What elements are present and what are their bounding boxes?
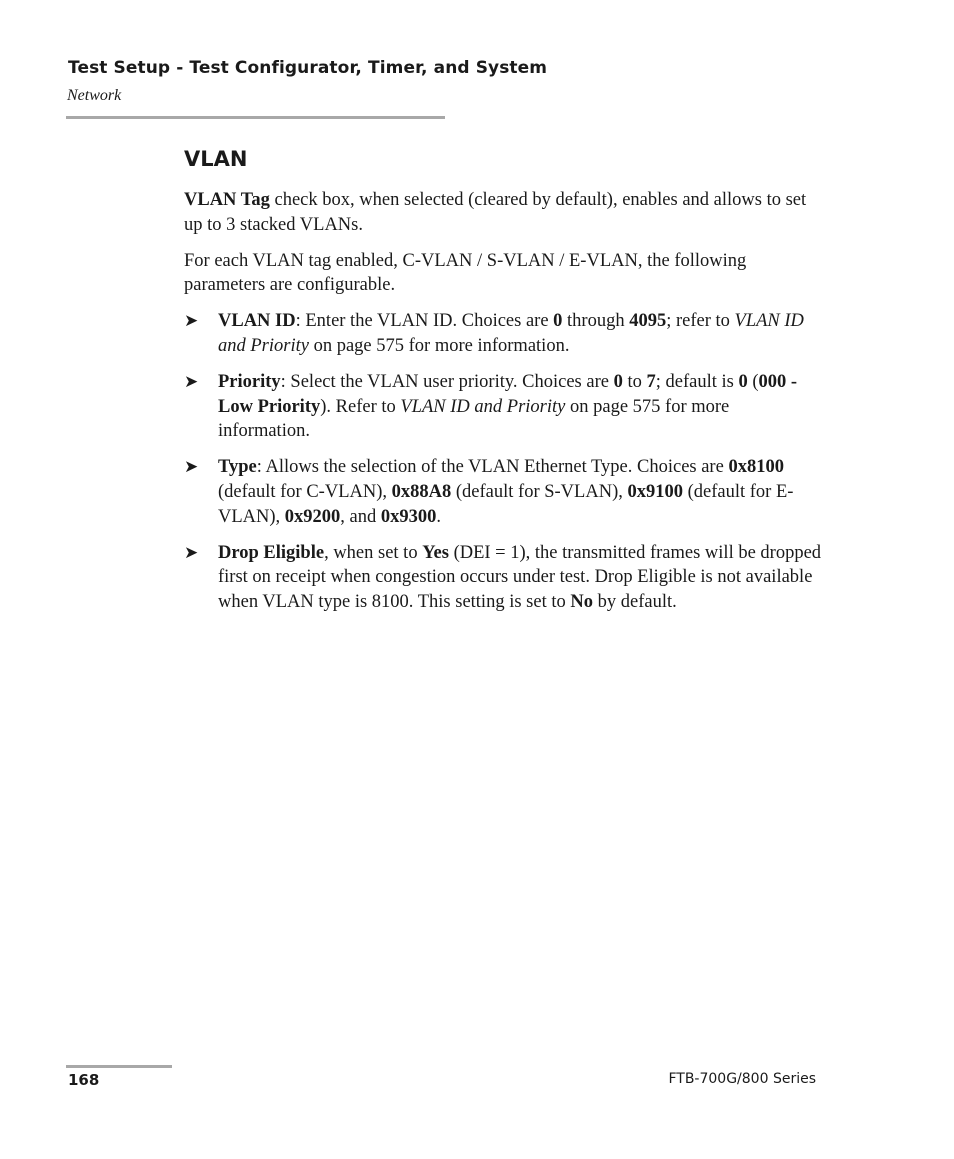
paragraph-configurable: For each VLAN tag enabled, C-VLAN / S-VLAN / E-VLAN, the following parameters are configurable. xyxy=(184,250,747,296)
section-body xyxy=(184,188,824,626)
section-title: VLAN xyxy=(184,147,248,171)
footer-divider xyxy=(66,1065,172,1068)
bullet-arrow-icon: ➤ xyxy=(184,542,199,563)
running-header-subtitle: Network xyxy=(67,87,122,104)
paragraph-vlan-tag: VLAN Tag check box, when selected (cleared by default), enables and allows to set up to 3 stacked VLANs. xyxy=(184,190,807,235)
running-header-title: Test Setup - Test Configurator, Timer, and System xyxy=(68,58,548,78)
bullet-arrow-icon: ➤ xyxy=(184,457,199,478)
list-item-type: ➤ Type: Allows the selection of the VLAN Ethernet Type. Choices are 0x8100 (default for C-VLAN), 0x88A8 (default for S-VLAN), 0x9100 (default for E-VLAN), 0x9200, and 0x9300. xyxy=(184,457,794,527)
term-drop-eligible: Drop Eligible xyxy=(218,542,325,563)
term-type: Type xyxy=(218,457,257,478)
list-item-vlan-id: ➤ VLAN ID: Enter the VLAN ID. Choices are 0 through 4095; refer to VLAN ID and Priority on page 575 for more information. xyxy=(184,311,804,356)
cross-reference: VLAN ID and Priority xyxy=(218,311,804,356)
header-divider xyxy=(66,116,445,119)
cross-reference: VLAN ID and Priority xyxy=(400,396,566,417)
list-item-priority: ➤ Priority: Select the VLAN user priority. Choices are 0 to 7; default is 0 (000 - Low Priority). Refer to VLAN ID and Priority on page 575 for more information. xyxy=(184,371,798,442)
term-vlan-tag: VLAN Tag xyxy=(184,190,270,210)
term-priority: Priority xyxy=(218,371,281,392)
term-vlan-id: VLAN ID xyxy=(218,311,296,332)
page-number: 168 xyxy=(68,1071,100,1089)
parameter-list xyxy=(184,309,824,615)
bullet-arrow-icon: ➤ xyxy=(184,371,199,392)
bullet-arrow-icon: ➤ xyxy=(184,311,199,332)
product-name: FTB-700G/800 Series xyxy=(668,1071,816,1087)
list-item-drop-eligible: ➤ Drop Eligible, when set to Yes (DEI = 1), the transmitted frames will be dropped first on receipt when congestion occurs under test. Drop Eligible is not available when VLAN type is 8100. This setting is set to No by default. xyxy=(184,542,822,613)
